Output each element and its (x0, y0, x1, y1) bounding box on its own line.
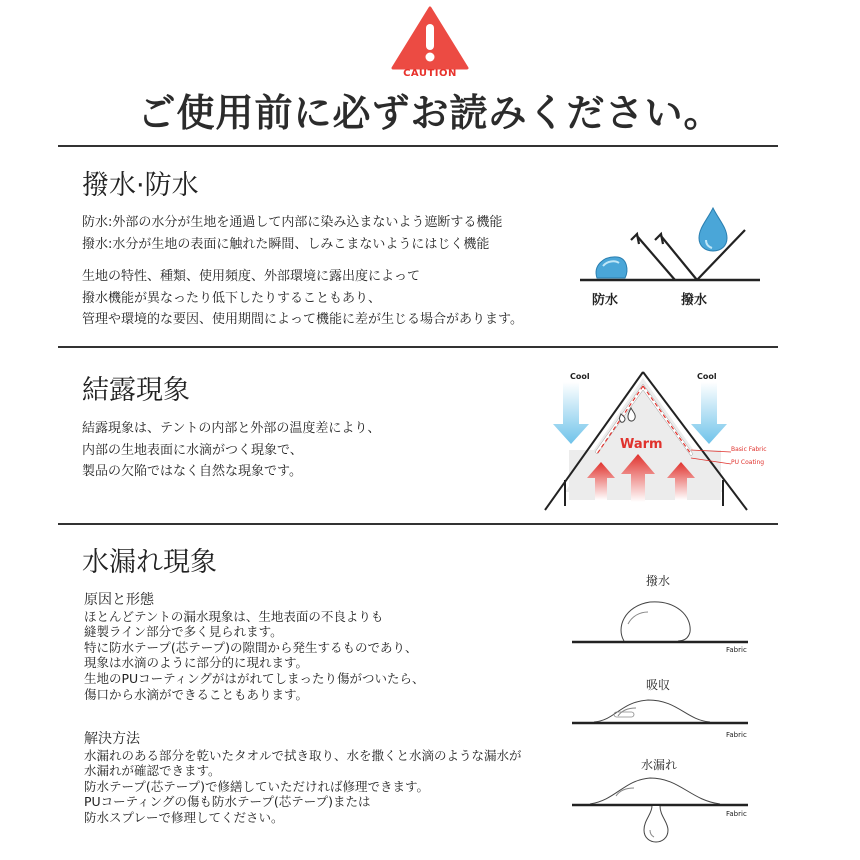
absorb-drop-diagram (570, 690, 750, 740)
solution-line: 防水テープ(芯テープ)で修繕していただければ修理できます。 (84, 778, 430, 794)
solution-line: 防水スプレーで修理してください。 (84, 809, 284, 825)
divider (58, 346, 778, 348)
cause-line: 現象は水滴のように部分的に現れます。 (84, 655, 309, 671)
label-basic-fabric: Basic Fabric (731, 446, 767, 453)
cause-line: 傷口から水滴ができることもあります。 (84, 686, 309, 702)
condensation-line: 製品の欠陥ではなく自然な現象です。 (82, 464, 302, 479)
divider (58, 145, 778, 147)
solution-title: 解決方法 (84, 731, 140, 747)
solution-line: 水漏れが確認できます。 (84, 763, 221, 779)
label-cool-right: Cool (697, 372, 717, 381)
page-title: ご使用前に必ずお読みください。 (137, 91, 723, 135)
diagram-label-repellent: 撥水 (646, 574, 671, 588)
fabric-label: Fabric (726, 810, 747, 818)
section-heading-leak: 水漏れ現象 (82, 547, 217, 578)
label-warm: Warm (620, 437, 663, 452)
caution-label: CAUTION (403, 68, 457, 79)
diagram-label-absorb: 吸収 (646, 678, 671, 692)
fabric-label: Fabric (726, 646, 747, 654)
condensation-text (82, 418, 380, 483)
divider (58, 523, 778, 525)
cause-text (84, 593, 424, 702)
solution-text (84, 732, 522, 826)
section-heading-water-repellent: 撥水·防水 (82, 170, 199, 201)
note-line: 撥水機能が異なったり低下したりすることもあり、 (82, 290, 382, 306)
label-repellent: 撥水 (681, 293, 708, 308)
cause-line: 特に防水テープ(芯テープ)の隙間から発生するものであり、 (84, 639, 418, 655)
diagram-label-leak: 水漏れ (641, 758, 678, 772)
label-waterproof: 防水 (592, 293, 619, 308)
definition-line: 撥水:水分が生地の表面に触れた瞬間、しみこまないようにはじく機能 (82, 236, 490, 252)
cause-line: 縫製ライン部分で多く見られます。 (84, 624, 283, 640)
note-text (82, 266, 523, 331)
definition-text (82, 212, 502, 255)
solution-line: PUコーティングの傷も防水テープ(芯テープ)または (84, 794, 371, 810)
condensation-line: 内部の生地表面に水滴がつく現象で、 (82, 442, 303, 458)
note-line: 管理や環境的な要因、使用期間によって機能に差が生じる場合があります。 (82, 312, 523, 327)
repellent-drop-diagram (570, 588, 750, 658)
note-line: 生地の特性、種類、使用頻度、外部環境に露出度によって (82, 269, 421, 284)
label-pu-coating: PU Coating (731, 459, 765, 466)
cause-line: ほとんどテントの漏水現象は、生地表面の不良よりも (84, 608, 384, 624)
leak-drop-diagram (570, 770, 750, 850)
solution-line: 水漏れのある部分を乾いたタオルで拭き取り、水を撒くと水滴のような漏水が (84, 747, 522, 763)
condensation-line: 結露現象は、テントの内部と外部の温度差により、 (82, 421, 381, 436)
cause-line: 生地のPUコーティングがはがれてしまったり傷がついたら、 (84, 670, 425, 686)
section-heading-condensation: 結露現象 (82, 375, 190, 406)
label-cool-left: Cool (570, 372, 590, 381)
fabric-label: Fabric (726, 731, 747, 739)
definition-line: 防水:外部の水分が生地を通過して内部に染み込まないよう遮断する機能 (82, 215, 503, 230)
cause-title: 原因と形態 (84, 592, 154, 608)
